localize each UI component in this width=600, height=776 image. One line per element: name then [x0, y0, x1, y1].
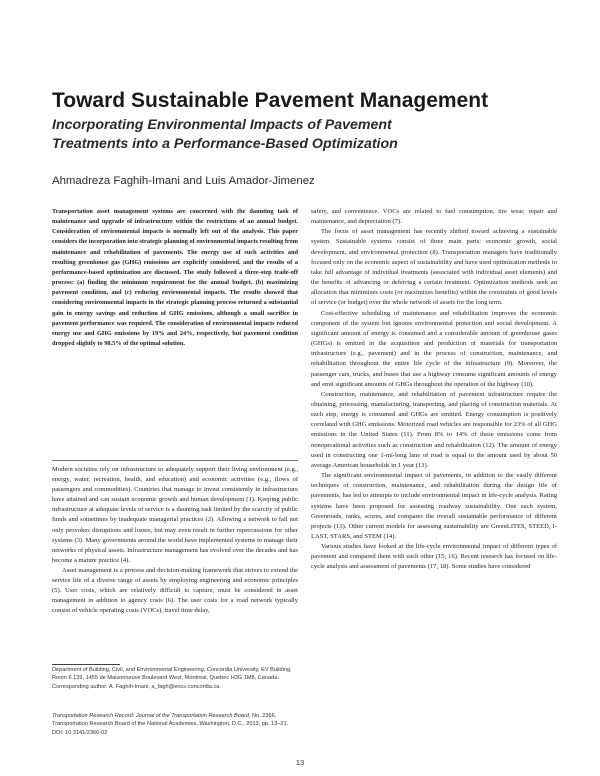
right-column-body	[311, 207, 557, 573]
body-paragraph: Cost-effective scheduling of maintenance and rehabilitation improves the economic component of the system but ignores environmental protection and social development. A significant amount of energy is consumed and a considerable amount of greenhouse gases (GHGs) is emitted in the acquisition and production of materials for transportation infrastructure (e.g., pavement) and in the process of construction, maintenance, and rehabilitation throughout the entire life cycle of the infrastructure (9). Moreover, the passenger cars, trucks, and buses that use a highway consume significant amounts of energy and emit significant amounts of GHGs throughout the operation of the highway (10).	[311, 309, 557, 388]
page-number: 13	[295, 758, 305, 767]
body-paragraph: The significant environmental impact of pavements, in addition to the vastly different techniques of construction, maintenance, and rehabilitation during the design life of pavements, has led to attempts to include environmental impact in life-cycle analysis. Rating systems have been proposed for assessing roadway sustainability. One such system, Greenroads, ranks, scores, and compares the overall sustainable performance of different projects (13). Other current models for assessing sustainability are GreenLITES, STEED, I-LAST, STARS, and STEM (14).	[311, 472, 557, 540]
left-column-body	[52, 465, 298, 616]
author-affiliation-footnote: Department of Building, Civil, and Environmental Engineering, Concordia University, EV Building, Room 6.139, 1455 de Maisonneuve Boulevard West, Montreal, Quebec H3G 1M8, Canada. Corresponding author: A. Faghih-Imani, a_fagh@encs.concordia.ca.	[52, 667, 292, 690]
body-paragraph: Asset management is a process and decision-making framework that strives to extend the service life of a diverse range of assets by employing engineering and economic principles (5). User costs, which are relatively difficult to capture, must be considered in asset management in addition to agency costs (6). The user costs for a road network typically consist of vehicle operating costs (VOCs), travel time delay,	[52, 566, 298, 615]
abstract-divider	[52, 460, 298, 461]
article-subtitle	[52, 116, 572, 154]
subtitle-line-1: Incorporating Environmental Impacts of Pavement	[52, 117, 392, 133]
author-list: Ahmadreza Faghih-Imani and Luis Amador-Jimenez	[52, 175, 315, 187]
abstract: Transportation asset management systems are concerned with the daunting task of maintenance and upgrade of infrastructure within the restrictions of an annual budget. Consideration of environmental impacts is normally left out of the analysis. This paper considers the incorporation into strategic planning of environmental impacts resulting from maintenance and rehabilitation of pavements. The energy use of such activities and resulting greenhouse gas (GHG) emissions are explicitly considered, and the results of a performance-based optimization are discussed. The study followed a three-step trade-off process: (a) finding the minimum requirement for the annual budget, (b) maximizing pavement condition, and (c) reducing environmental impacts. The results showed that considering environmental impacts in the strategic planning process returned a substantial gain in energy savings and reduction of GHG emissions, although a small sacrifice in pavement performance was required. The consideration of environmental impacts reduced energy use and GHG emissions by 19% and 24%, respectively, but pavement condition dropped slightly to 98.5% of the optimal solution.	[52, 208, 298, 348]
body-paragraph: Construction, maintenance, and rehabilitation of pavement infrastructure require the obtaining, processing, manufacturing, transporting, and placing of construction materials. At each step, energy is consumed and GHGs are emitted. Energy consumption is positively correlated with GHG emissions. Motorized road vehicles are responsible for 23% of all GHG emissions in the United States (11). From 8% to 14% of these emissions come from nonoperational activities such as construction and rehabilitation (12). The amount of energy used in constructing one 1-mi-long lane of road is equal to the amount used by about 50 average American households in 1 year (13).	[311, 390, 557, 469]
journal-name: Transportation Research Record: Journal of the Transportation Research Board,	[52, 713, 251, 719]
subtitle-line-2: Treatments into a Performance-Based Optimization	[52, 136, 398, 152]
body-paragraph: safety, and convenience. VOCs are related to fuel consumption, tire wear, repair and maintenance, and depreciation (7).	[311, 208, 557, 226]
journal-details: No. 2366, Transportation Research Board of the National Academies, Washington, D.C., 2013, pp. 13–21.	[52, 713, 289, 728]
article-title: Toward Sustainable Pavement Management	[52, 89, 489, 112]
journal-citation	[52, 712, 298, 737]
body-paragraph: Various studies have looked at the life-cycle environmental impact of different types of pavement and compared them with each other (15, 16). Recent research has focused on life-cycle analysis and assessment of pavements (17, 18). Some studies have considered	[311, 543, 557, 571]
footnote-divider	[52, 664, 120, 665]
journal-doi: DOI: 10.3141/2366-02	[52, 729, 108, 736]
body-paragraph: Modern societies rely on infrastructure to adequately support their living environment (e.g., energy, water, recreation, health, and education) and economic activities (e.g., flows of passengers and commodities). Countries that manage to invest consistently in infrastructure have attained and can sustain economic growth and human development (1). Keeping public infrastructure at adequate levels of service is a daunting task limited by the scarcity of public funds and sometimes by inadequate managerial practices (2). Allowing a network to fail not only provokes disruptions and losses, but may even result in further repercussions for other systems (3). Many governments around the world have implemented systems to manage their networks of physical assets. Infrastructure management has evolved over the decades and has become a mature practice (4).	[52, 466, 298, 564]
body-paragraph: The focus of asset management has recently shifted toward achieving a sustainable system. Sustainable systems consist of three main parts: economic growth, social development, and environmental protection (8). Transportation managers have traditionally focused only on the economic aspect of sustainability and have used optimization methods to take full advantage of individual treatments (associated with individual asset elements) and the benefits of advancing or deferring a certain treatment. Optimization methods seek an allocation that minimizes costs (or maximizes benefits) within the constraints of good levels of service (or budget) over the whole network of assets for the long term.	[311, 228, 557, 307]
